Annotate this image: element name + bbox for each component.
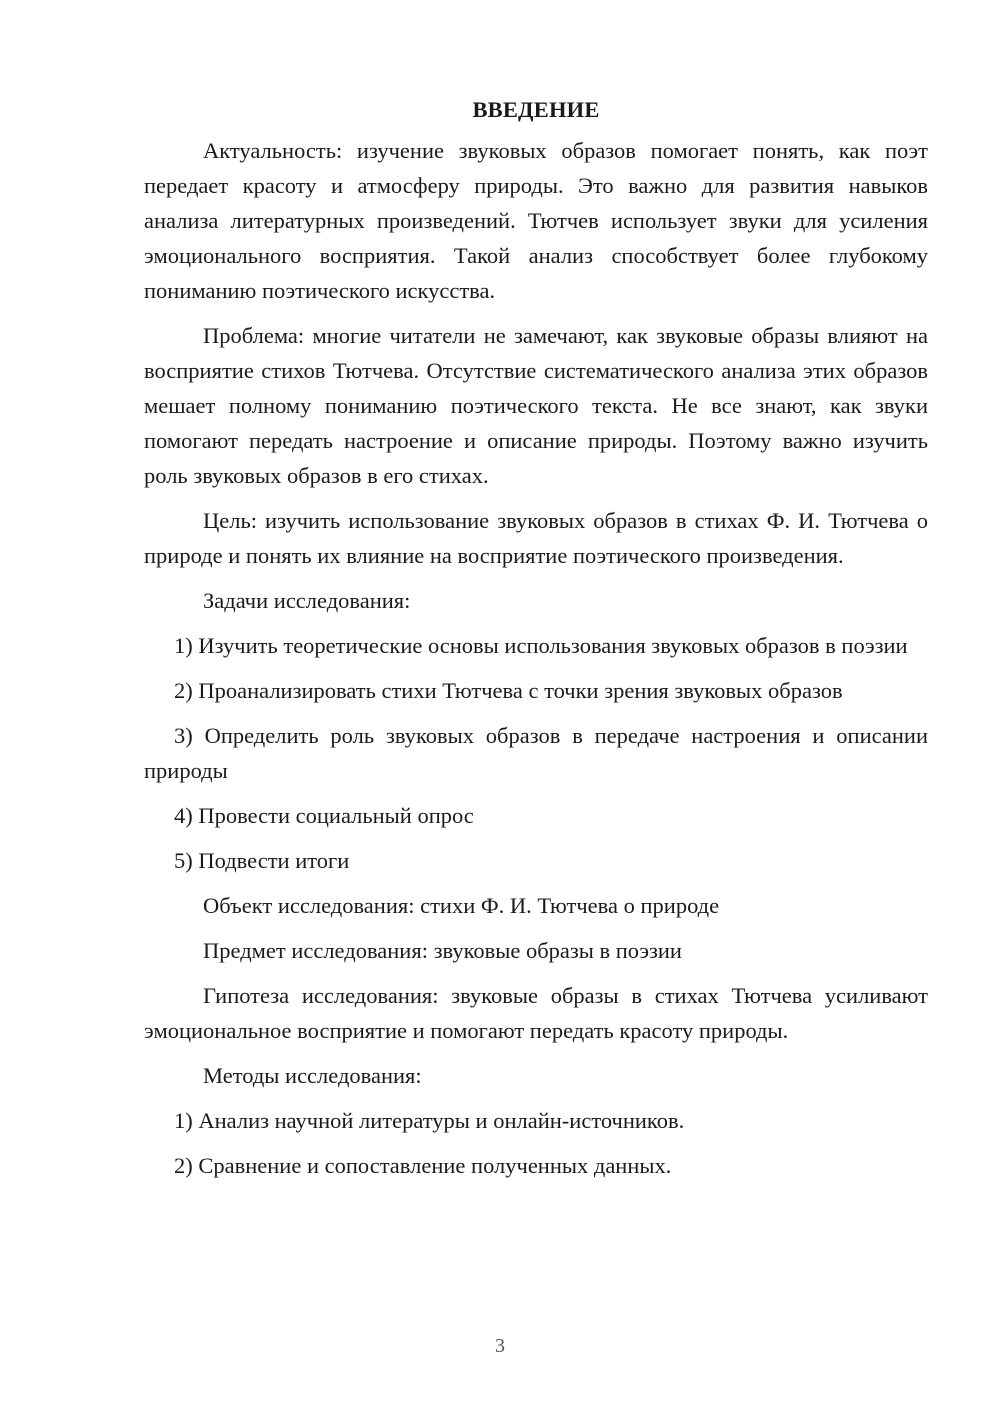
page-number: 3 bbox=[495, 1335, 505, 1357]
document-page bbox=[144, 92, 928, 1193]
subject-paragraph: Предмет исследования: звуковые образы в поэзии bbox=[203, 938, 682, 963]
relevance-paragraph: Актуальность: изучение звуковых образов помогает понять, как поэт передает красоту и атмосферу природы. Это важно для развития навыков анализа литературных произведений. Тютчев использует звуки для усиления эмоционального восприятия. Такой анализ способствует более глубокому пониманию поэтического искусства. bbox=[144, 138, 928, 303]
task-item: 1) Изучить теоретические основы использования звуковых образов в поэзии bbox=[174, 633, 908, 658]
task-item: 2) Проанализировать стихи Тютчева с точки зрения звуковых образов bbox=[174, 678, 843, 703]
section-heading: ВВЕДЕНИЕ bbox=[472, 97, 600, 122]
hypothesis-paragraph: Гипотеза исследования: звуковые образы в стихах Тютчева усиливают эмоциональное восприятие и помогают передать красоту природы. bbox=[144, 983, 928, 1043]
goal-paragraph: Цель: изучить использование звуковых образов в стихах Ф. И. Тютчева о природе и понять их влияние на восприятие поэтического произведения. bbox=[144, 508, 928, 568]
method-item: 1) Анализ научной литературы и онлайн-источников. bbox=[174, 1108, 685, 1133]
object-paragraph: Объект исследования: стихи Ф. И. Тютчева о природе bbox=[203, 893, 720, 918]
task-item: 5) Подвести итоги bbox=[174, 848, 350, 873]
methods-title: Методы исследования: bbox=[203, 1063, 422, 1088]
task-item: 3) Определить роль звуковых образов в передаче настроения и описании природы bbox=[144, 723, 928, 783]
problem-paragraph: Проблема: многие читатели не замечают, как звуковые образы влияют на восприятие стихов Тютчева. Отсутствие систематического анализа этих образов мешает полному пониманию поэтического текста. Не все знают, как звуки помогают передать настроение и описание природы. Поэтому важно изучить роль звуковых образов в его стихах. bbox=[144, 323, 928, 488]
tasks-title: Задачи исследования: bbox=[203, 588, 411, 613]
method-item: 2) Сравнение и сопоставление полученных данных. bbox=[174, 1153, 672, 1178]
task-item: 4) Провести социальный опрос bbox=[174, 803, 474, 828]
